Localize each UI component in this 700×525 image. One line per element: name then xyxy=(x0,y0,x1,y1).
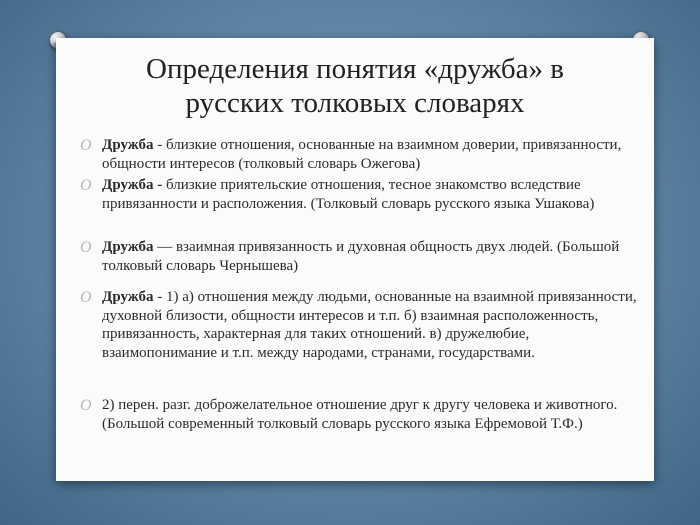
slide-card xyxy=(56,38,654,481)
bullet-icon: O xyxy=(80,137,92,154)
title-line-2: русских толковых словарях xyxy=(185,87,525,119)
definition-term: Дружба xyxy=(102,289,154,305)
slide-title xyxy=(56,52,654,120)
bullet-icon: O xyxy=(80,289,92,306)
definition-text: - 1) а) отношения между людьми, основанные на взаимной привязанности, духовной близости, общности интересов и т.п. б) взаимная расположенность, привязанность, характерная для таких отношений. в) дружелюбие, взаимопонимание и т.п. между народами, странами, государствами. xyxy=(102,289,637,361)
definition-text: близкие приятельские отношения, тесное знакомство вследствие привязанности и расположения. (Толковый словарь русского языка Ушакова) xyxy=(102,177,595,212)
definition-item-ushakov xyxy=(80,176,640,213)
bullet-icon: O xyxy=(80,397,92,414)
definition-item-ozhegov xyxy=(80,136,640,173)
bullet-icon: O xyxy=(80,177,92,194)
definition-term: Дружба xyxy=(102,239,154,255)
definition-text: - близкие отношения, основанные на взаимном доверии, привязанности, общности интересов (толковый словарь Ожегова) xyxy=(102,137,622,172)
definition-item-efremova-2 xyxy=(80,396,640,433)
definition-term: Дружба - xyxy=(102,177,163,193)
definition-item-chernyshev xyxy=(80,238,640,275)
definition-term: Дружба xyxy=(102,137,154,153)
title-line-1: Определения понятия «дружба» в xyxy=(146,53,564,85)
definition-text: — взаимная привязанность и духовная общность двух людей. (Большой толковый словарь Чернышева) xyxy=(102,239,620,274)
bullet-icon: O xyxy=(80,239,92,256)
definition-item-efremova-1 xyxy=(80,288,640,362)
definition-text: 2) перен. разг. доброжелательное отношение друг к другу человека и животного. (Большой современный толковый словарь русского языка Ефремовой Т.Ф.) xyxy=(102,397,618,432)
